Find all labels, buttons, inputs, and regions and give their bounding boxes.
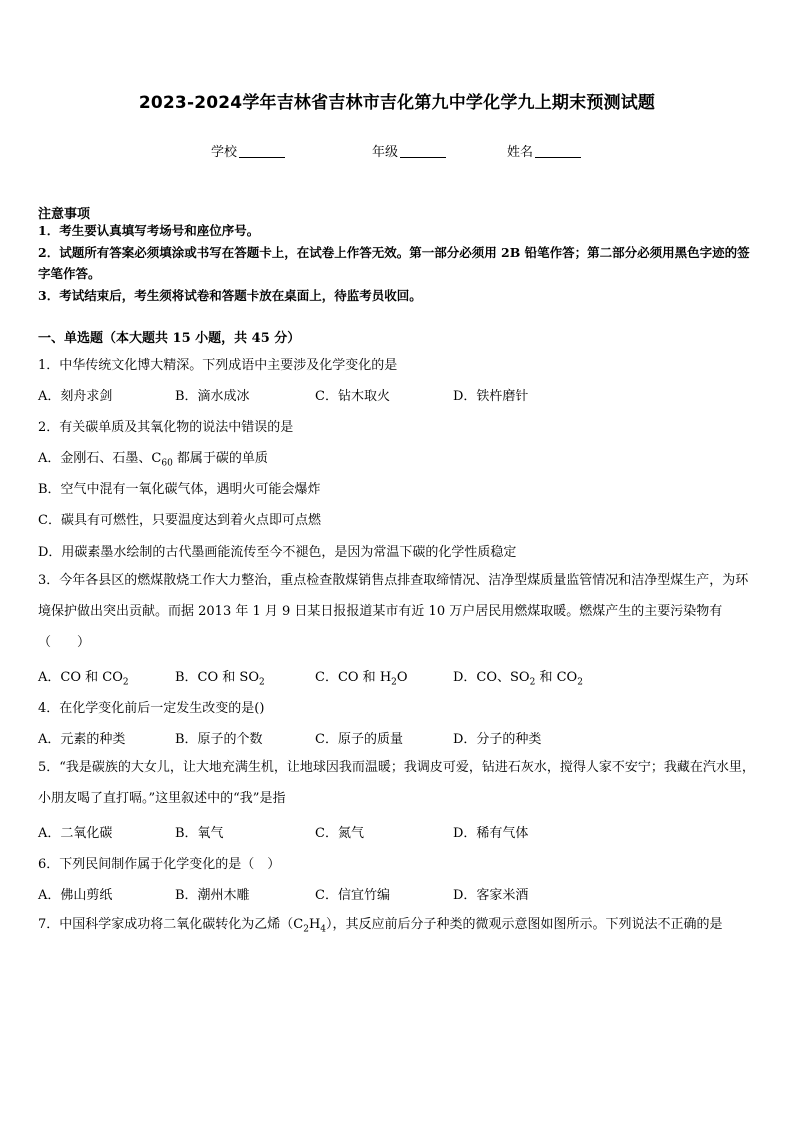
q4-option-a[interactable]: A．元素的种类 [38,732,126,747]
q5-option-c[interactable]: C．氮气 [315,826,364,841]
q4-option-c[interactable]: C．原子的质量 [315,732,403,747]
notice-item-3: 3．考试结束后，考生须将试卷和答题卡放在桌面上，待监考员收回。 [38,288,422,303]
question-1-stem: 1．中华传统文化博大精深。下列成语中主要涉及化学变化的是 [38,358,398,373]
q1-option-b[interactable]: B．滴水成冰 [175,389,250,404]
grade-label: 年级 [372,145,399,160]
q3-option-c[interactable]: C．CO 和 $H_2O$ [315,670,408,688]
q6-option-c[interactable]: C．信宜竹编 [315,888,390,903]
notice-item-1: 1．考生要认真填写考场号和座位序号。 [38,223,260,238]
q1-option-a[interactable]: A．刻舟求剑 [38,389,113,404]
school-label: 学校 [211,145,238,160]
q2-option-a[interactable]: A．金刚石、石墨、$C_{60}$ 都属于碳的单质 [38,451,268,469]
q1-option-c[interactable]: C．钻木取火 [315,389,390,404]
q2-option-b[interactable]: B．空气中混有一氧化碳气体，遇明火可能会爆炸 [38,482,321,497]
section-title: 一、单选题（本大题共 15 小题，共 45 分） [38,331,301,346]
school-blank[interactable] [239,145,285,158]
question-4-stem: 4．在化学变化前后一定发生改变的是() [38,701,265,716]
page-title: 2023-2024学年吉林省吉林市吉化第九中学化学九上期末预测试题 [138,93,656,113]
q2-option-d[interactable]: D．用碳素墨水绘制的古代墨画能流传至今不褪色，是因为常温下碳的化学性质稳定 [38,545,517,560]
q2-option-c[interactable]: C．碳具有可燃性，只要温度达到着火点即可点燃 [38,513,321,528]
q6-option-a[interactable]: A．佛山剪纸 [38,888,113,903]
q6-option-b[interactable]: B．潮州木雕 [175,888,250,903]
q5-option-b[interactable]: B．氧气 [175,826,224,841]
q5-option-d[interactable]: D．稀有气体 [453,826,529,841]
question-7-stem: 7．中国科学家成功将二氧化碳转化为乙烯$(C_2H_4)$，其反应前后分子种类的微观示意图如图所示。下列说法不正确的是 [38,917,723,935]
question-2-stem: 2．有关碳单质及其氧化物的说法中错误的是 [38,420,294,435]
name-blank[interactable] [535,145,581,158]
name-label: 姓名 [507,145,534,160]
name-field [507,141,581,160]
school-field [211,141,285,160]
q5-option-a[interactable]: A．二氧化碳 [38,826,113,841]
question-3-stem: 3．今年各县区的燃煤散烧工作大力整治，重点检查散煤销售点排查取缔情况、洁净型煤质量监管情况和洁净型煤生产，为环境保护做出突出贡献。而据 2013 年 1 月 9 日某日报报道某市有近 10 万户居民用燃煤取暖。燃煤产生的主要污染物有（ ） [38,573,749,650]
q1-option-d[interactable]: D．铁杵磨针 [453,389,529,404]
question-6-stem: 6．下列民间制作属于化学变化的是（ ） [38,857,281,872]
q4-option-d[interactable]: D．分子的种类 [453,732,542,747]
question-5-stem: 5．“我是碳族的大女儿，让大地充满生机，让地球因我而温暖；我调皮可爱，钻进石灰水，搅得人家不安宁；我藏在汽水里，小朋友喝了直打嗝。”这里叙述中的“我”是指 [38,760,755,806]
q6-option-d[interactable]: D．客家米酒 [453,888,529,903]
notice-item-2: 2．试题所有答案必须填涂或书写在答题卡上，在试卷上作答无效。第一部分必须用 2B 铅笔作答；第二部分必须用黑色字迹的签字笔作答。 [38,245,750,281]
notice-heading: 注意事项 [38,207,91,222]
q3-option-d[interactable]: D．CO、$SO_2$ 和 $CO_2$ [453,670,583,688]
q3-option-a[interactable]: A．CO 和 $CO_2$ [38,670,129,688]
q4-option-b[interactable]: B．原子的个数 [175,732,263,747]
q3-option-b[interactable]: B．CO 和 $SO_2$ [175,670,265,688]
grade-blank[interactable] [400,145,446,158]
grade-field [372,141,446,160]
